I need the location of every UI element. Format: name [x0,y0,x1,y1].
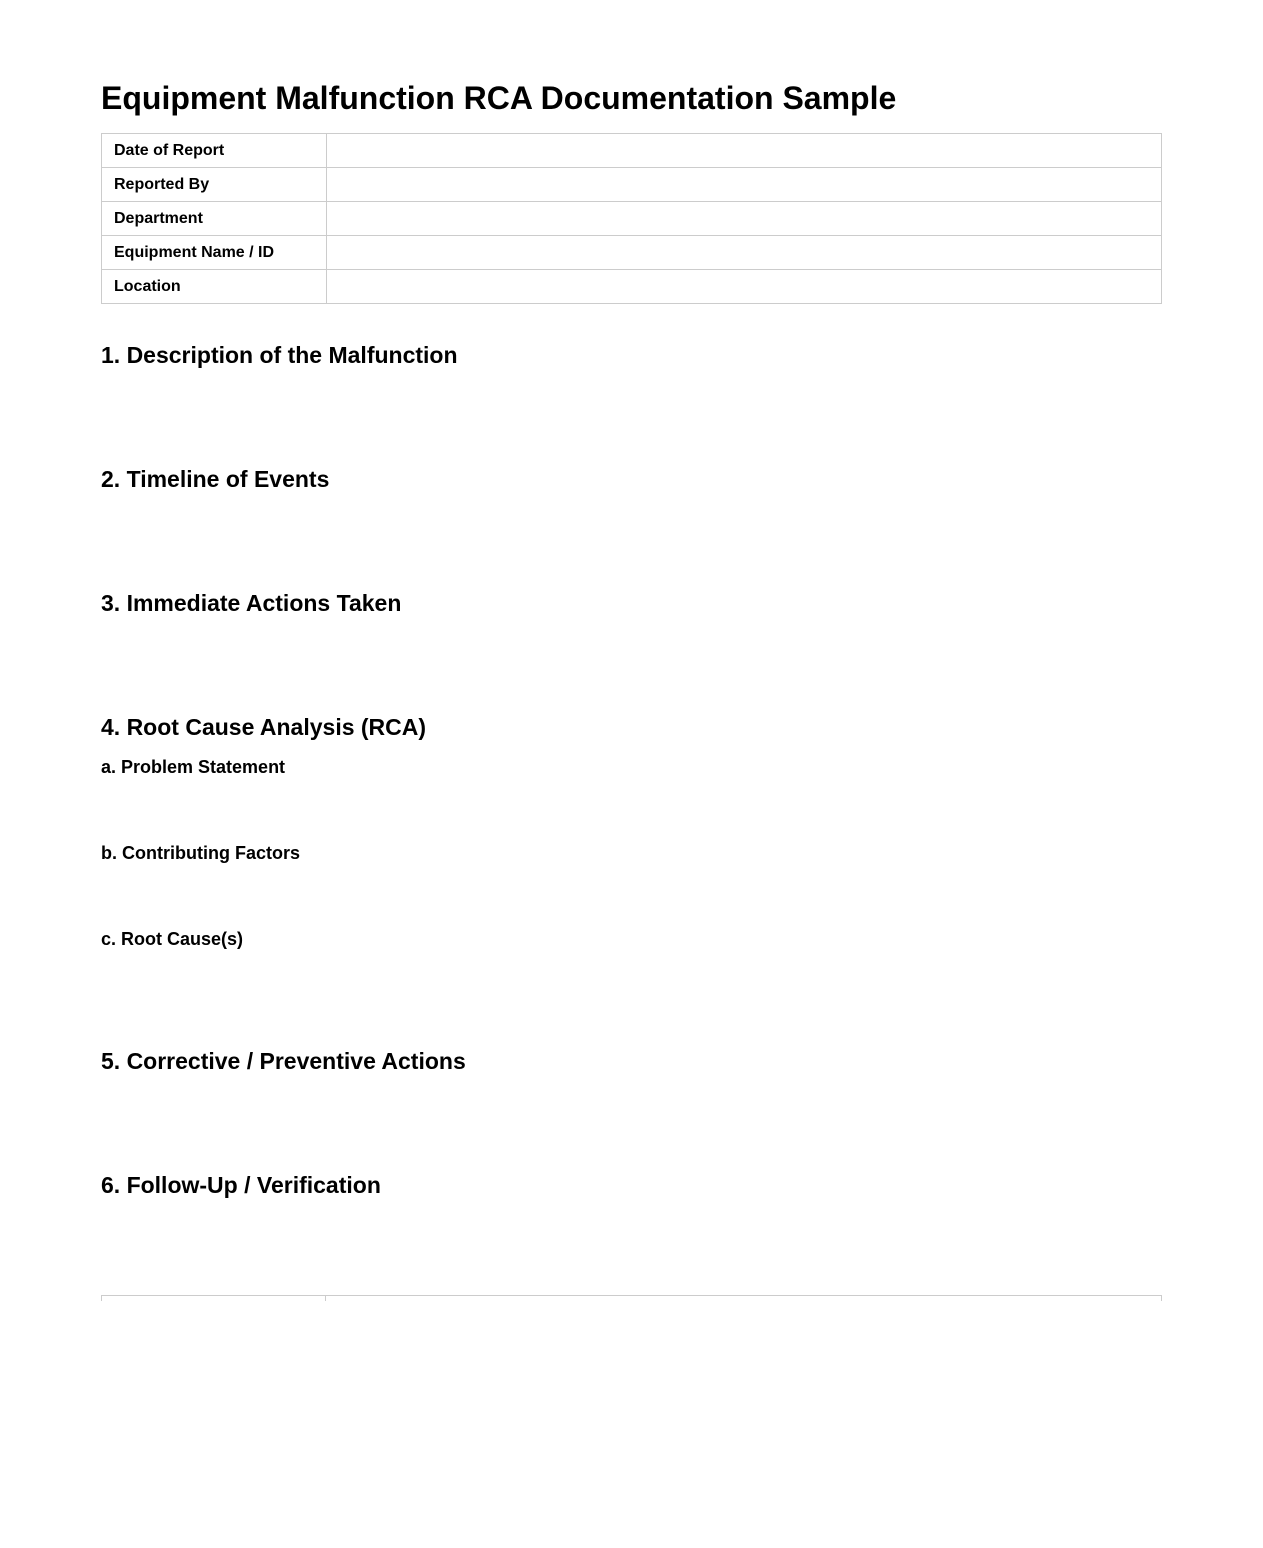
section-heading-corrective-actions: 5. Corrective / Preventive Actions [101,1048,466,1074]
subheading-problem-statement: a. Problem Statement [101,757,286,777]
reported-by-label: Reported By [102,168,327,202]
subheading-root-causes: c. Root Cause(s) [101,929,244,949]
section-heading-timeline: 2. Timeline of Events [101,466,330,492]
department-value[interactable] [327,202,1162,236]
table-row [102,168,1162,202]
document-title: Equipment Malfunction RCA Documentation Sample [101,80,897,116]
table-cell-divider [101,1296,326,1301]
equipment-name-label: Equipment Name / ID [102,236,327,270]
reported-by-value[interactable] [327,168,1162,202]
section-heading-rca: 4. Root Cause Analysis (RCA) [101,714,427,740]
table-row [102,134,1162,168]
department-label: Department [102,202,327,236]
equipment-name-value[interactable] [327,236,1162,270]
table-row [102,202,1162,236]
date-of-report-value[interactable] [327,134,1162,168]
table-row [102,270,1162,304]
table-cell-divider [1161,1296,1162,1301]
section-heading-immediate-actions: 3. Immediate Actions Taken [101,590,402,616]
location-label: Location [102,270,327,304]
report-info-table [101,133,1162,304]
subheading-contributing-factors: b. Contributing Factors [101,843,300,863]
date-of-report-label: Date of Report [102,134,327,168]
section-heading-description: 1. Description of the Malfunction [101,342,458,368]
section-heading-follow-up: 6. Follow-Up / Verification [101,1172,381,1198]
signoff-table-partial [101,1295,1162,1301]
location-value[interactable] [327,270,1162,304]
table-row [102,236,1162,270]
